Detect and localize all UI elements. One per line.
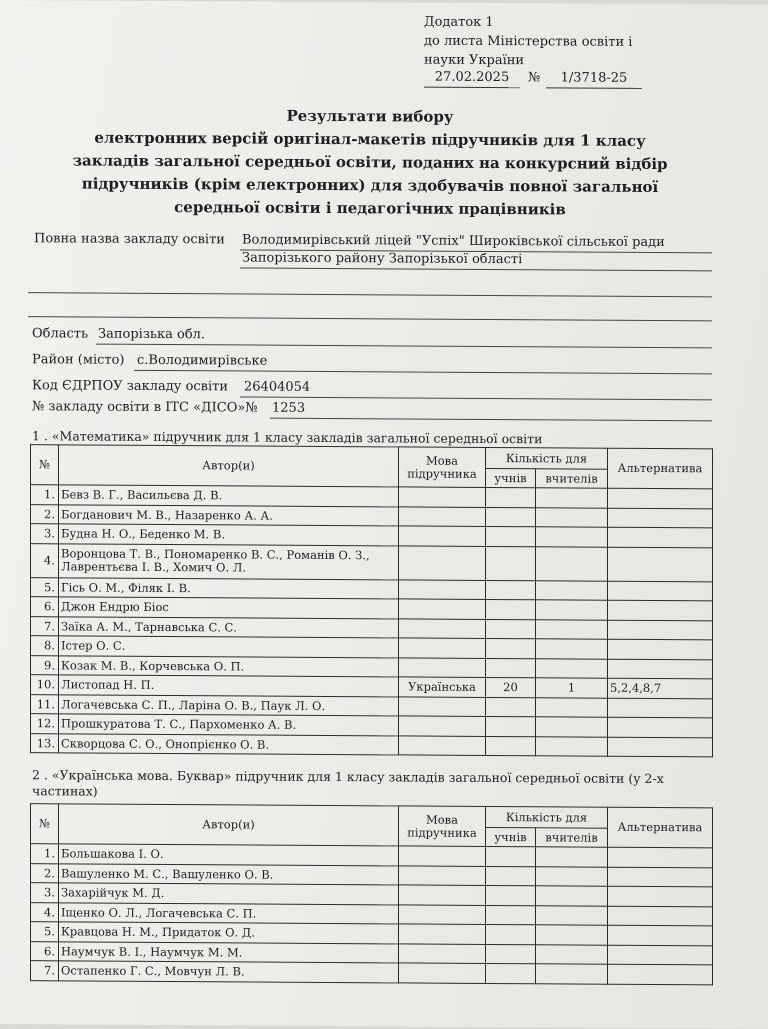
row-number: 1.: [31, 844, 59, 864]
row-author: Бевз В. Г., Васильєва Д. В.: [59, 485, 399, 507]
header-teachers: вчителів: [536, 469, 608, 488]
row-author: Воронцова Т. В., Пономаренко В. С., Романів О. З., Лаврентьєва І. В., Хомич О. Л.: [59, 543, 399, 579]
row-students-count: 20: [486, 677, 536, 697]
row-alternative: [608, 698, 713, 718]
row-language: [399, 735, 486, 755]
row-alternative: [608, 906, 713, 926]
title-line-2: електронних версій оригінал-макетів підручників для 1 класу: [94, 128, 646, 150]
row-students-count: [486, 638, 536, 658]
row-language: [399, 716, 486, 736]
row-number: 9.: [31, 655, 59, 675]
row-author: Остапенко Г. С., Мовчун Л. В.: [59, 961, 399, 983]
row-language: [399, 904, 486, 924]
row-alternative: [608, 867, 713, 887]
row-language: [399, 846, 486, 866]
row-alternative: [608, 488, 713, 508]
row-teachers-count: [536, 736, 608, 756]
section-2-title-line-2: частинах): [32, 783, 98, 799]
header-author: Автор(и): [59, 445, 399, 487]
edrpou-value: 26404054: [244, 379, 311, 395]
row-alternative: [608, 600, 713, 620]
school-name-line-1: Володимирівський ліцей "Успіх" Широківської сільської ради: [242, 232, 665, 251]
row-author: Логачевська С. П., Ларіна О. В., Паук Л. О.: [59, 694, 399, 716]
region-label: Область: [32, 326, 89, 342]
disco-value: 1253: [272, 400, 306, 416]
row-teachers-count: [536, 964, 608, 984]
row-students-count: [486, 963, 536, 983]
row-author: Кравцова Н. М., Придаток О. Д.: [59, 922, 399, 944]
header-students: учнів: [486, 827, 536, 846]
row-language: [399, 696, 486, 716]
row-language: [399, 885, 486, 905]
row-language: [399, 599, 486, 619]
row-students-count: [486, 905, 536, 925]
row-author: Листопад Н. П.: [59, 675, 399, 697]
row-alternative: [608, 717, 713, 737]
row-author: Прошкуратова Т. С., Пархоменко А. В.: [59, 714, 399, 736]
row-teachers-count: [536, 619, 608, 639]
row-author: Будна Н. О., Беденко М. В.: [59, 524, 399, 546]
row-alternative: [608, 620, 713, 640]
row-language: [399, 865, 486, 885]
row-author: Козак М. В., Корчевська О. П.: [59, 655, 399, 677]
row-alternative: [608, 925, 713, 945]
row-number: 5.: [31, 922, 59, 942]
blank-line-2: [28, 316, 712, 321]
header-language-line-1: Мова: [425, 812, 459, 827]
document-title: [50, 103, 690, 222]
row-alternative: [608, 886, 713, 906]
annex-line-1: Додаток 1: [424, 14, 494, 31]
row-teachers-count: 1: [536, 678, 608, 698]
row-number: 13.: [31, 733, 59, 753]
header-language: [399, 447, 486, 488]
header-alternative: Альтернатива: [608, 448, 713, 489]
region-value: Запорізька обл.: [98, 326, 206, 343]
row-students-count: [486, 580, 536, 600]
row-author: Большакова І. О.: [59, 844, 399, 866]
row-alternative: [608, 964, 713, 984]
row-language: [399, 924, 486, 944]
row-language: [399, 506, 486, 526]
row-language: [399, 526, 486, 546]
region-underline: [96, 344, 712, 349]
district-underline: [134, 370, 712, 375]
row-number: 7.: [31, 961, 59, 981]
section-2-title-line-1: 2 . «Українська мова. Буквар» підручник для 1 класу закладів загальної середньої освіти (у 2-х: [32, 767, 664, 787]
title-line-4: підручників (крім електронних) для здобувачів повної загальної: [81, 174, 659, 197]
row-students-count: [486, 487, 536, 507]
section-1-title: 1 . «Математика» підручник для 1 класу закладів загальної середньої освіти: [32, 428, 543, 447]
row-students-count: [486, 507, 536, 527]
district-label: Район (місто): [32, 352, 125, 368]
row-number: 4.: [31, 543, 59, 577]
row-teachers-count: [536, 546, 608, 580]
row-language: [399, 618, 486, 638]
annex-number: 1/3718-25: [546, 68, 642, 89]
row-number: 6.: [31, 597, 59, 617]
row-alternative: [608, 847, 713, 867]
title-line-3: закладів загальної середньої освіти, поданих на конкурсний відбір: [72, 151, 668, 174]
row-teachers-count: [536, 580, 608, 600]
district-value: с.Володимирівське: [137, 352, 268, 369]
annex-line-3: науки України: [424, 52, 525, 69]
row-alternative: [608, 737, 713, 757]
row-language: [399, 657, 486, 677]
row-students-count: [486, 846, 536, 866]
row-author: Іщенко О. Л., Логачевська С. П.: [59, 902, 399, 924]
row-author: Істер О. С.: [59, 636, 399, 658]
header-count: Кількість для: [486, 447, 608, 469]
header-count: Кількість для: [486, 806, 608, 828]
edrpou-label: Код ЄДРПОУ закладу освіти: [32, 378, 229, 395]
row-language: [399, 579, 486, 599]
header-num: №: [31, 445, 59, 485]
row-students-count: [486, 866, 536, 886]
row-alternative: [608, 581, 713, 601]
row-students-count: [486, 546, 536, 580]
disco-label: № закладу освіти в ІТС «ДІСО»№: [32, 399, 258, 416]
row-teachers-count: [536, 866, 608, 886]
row-teachers-count: [536, 944, 608, 964]
row-number: 6.: [31, 941, 59, 961]
row-alternative: 5,2,4,8,7: [608, 678, 713, 698]
row-students-count: [486, 526, 536, 546]
row-language: [399, 963, 486, 983]
row-students-count: [486, 697, 536, 717]
table-row: [31, 543, 713, 581]
row-number: 11.: [31, 694, 59, 714]
school-name-label: Повна назва закладу освіти: [34, 231, 225, 248]
annex-line-2: до листа Міністерства освіти і: [424, 33, 633, 50]
row-number: 3.: [31, 883, 59, 903]
row-language: [399, 487, 486, 507]
row-teachers-count: [536, 847, 608, 867]
row-number: 2.: [31, 863, 59, 883]
row-teachers-count: [536, 600, 608, 620]
row-students-count: [486, 658, 536, 678]
row-alternative: [608, 508, 713, 528]
row-teachers-count: [536, 658, 608, 678]
header-students: учнів: [486, 468, 536, 487]
table-row: [31, 733, 713, 757]
title-line-5: середньої освіти і педагогічних працівників: [174, 198, 566, 219]
row-language: [399, 638, 486, 658]
row-language: [399, 545, 486, 580]
row-number: 8.: [31, 636, 59, 656]
row-alternative: [608, 639, 713, 659]
row-number: 4.: [31, 902, 59, 922]
row-teachers-count: [536, 925, 608, 945]
header-language-line-1: Мова: [425, 453, 459, 468]
row-teachers-count: [536, 717, 608, 737]
row-number: 5.: [31, 577, 59, 597]
header-language: [399, 806, 486, 847]
row-students-count: [486, 736, 536, 756]
disco-underline: [270, 418, 712, 422]
header-num: №: [31, 804, 59, 844]
row-teachers-count: [536, 507, 608, 527]
header-teachers: вчителів: [536, 828, 608, 847]
row-students-count: [486, 619, 536, 639]
row-author: Наумчук В. І., Наумчук М. М.: [59, 941, 399, 963]
row-number: 1.: [31, 485, 59, 505]
row-language: Українська: [399, 677, 486, 697]
header-language-line-2: підручника: [407, 824, 477, 840]
row-students-count: [486, 944, 536, 964]
math-table: [30, 444, 713, 757]
row-number: 7.: [31, 616, 59, 636]
header-author: Автор(и): [59, 804, 399, 846]
row-students-count: [486, 716, 536, 736]
row-teachers-count: [536, 527, 608, 547]
row-students-count: [486, 924, 536, 944]
school-name-line-2: Запорізького району Запорізької області: [242, 250, 523, 268]
row-author: Скворцова С. О., Онопрієнко О. В.: [59, 733, 399, 755]
annex-number-label: №: [528, 70, 541, 86]
row-teachers-count: [536, 697, 608, 717]
row-number: 12.: [31, 714, 59, 734]
row-language: [399, 943, 486, 963]
edrpou-underline: [240, 396, 712, 400]
row-author: Вашуленко М. С., Вашуленко О. В.: [59, 863, 399, 885]
row-teachers-count: [536, 488, 608, 508]
row-author: Заїка А. М., Тарнавська С. С.: [59, 616, 399, 638]
title-line-1: Результати вибору: [286, 106, 454, 126]
row-number: 2.: [31, 504, 59, 524]
row-number: 3.: [31, 524, 59, 544]
row-alternative: [608, 945, 713, 965]
row-alternative: [608, 547, 713, 582]
row-number: 10.: [31, 675, 59, 695]
row-author: Захарійчук М. Д.: [59, 883, 399, 905]
annex-date: 27.02.2025: [424, 68, 520, 89]
row-author: Богданович М. В., Назаренко А. А.: [59, 504, 399, 526]
blank-line-1: [28, 292, 712, 297]
row-teachers-count: [536, 886, 608, 906]
row-author: Джон Ендрю Біос: [59, 597, 399, 619]
bukvar-table: [30, 803, 713, 985]
row-teachers-count: [536, 639, 608, 659]
header-alternative: Альтернатива: [608, 807, 713, 848]
row-teachers-count: [536, 905, 608, 925]
row-alternative: [608, 659, 713, 679]
table-row: [31, 961, 713, 985]
row-students-count: [486, 885, 536, 905]
school-name-underline-2: [240, 267, 712, 271]
header-language-line-2: підручника: [407, 465, 477, 481]
row-author: Гісь О. М., Філяк І. В.: [59, 577, 399, 599]
row-alternative: [608, 527, 713, 547]
row-students-count: [486, 599, 536, 619]
